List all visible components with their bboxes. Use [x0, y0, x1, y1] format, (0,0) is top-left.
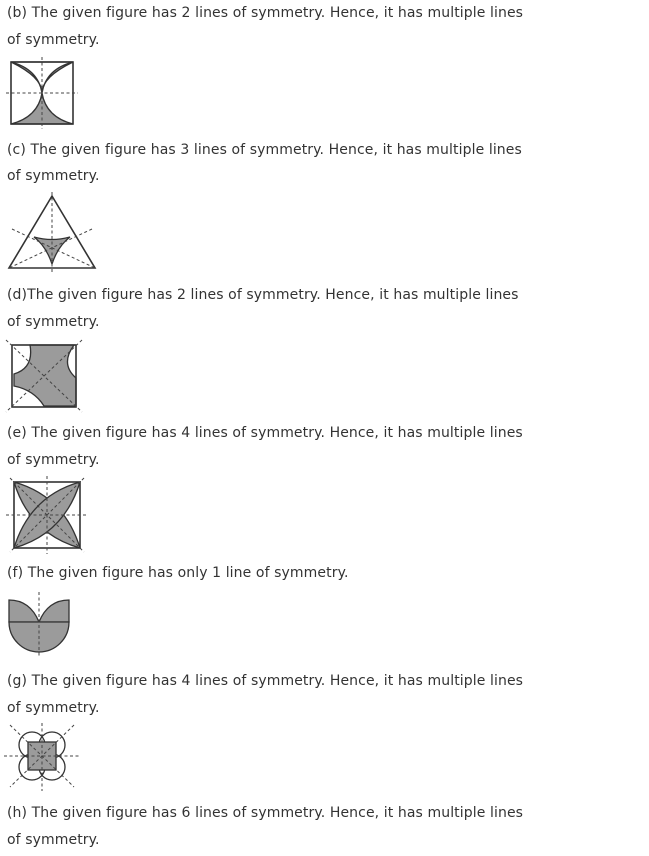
tulip-figure — [6, 592, 72, 656]
item-d-text-line1: (d)The given figure has 2 lines of symmetry. Hence, it has multiple lines — [7, 287, 519, 303]
square-four-petal-figure — [4, 476, 90, 554]
double-arc-square-figure — [6, 57, 78, 129]
square-diagonal-lens-figure — [4, 338, 84, 412]
item-b-text-line2: of symmetry. — [7, 32, 100, 48]
item-c-text-line2: of symmetry. — [7, 168, 100, 184]
item-c-text-line1: (c) The given figure has 3 lines of symmetry. Hence, it has multiple lines — [7, 142, 522, 158]
item-g-text-line1: (g) The given figure has 4 lines of symmetry. Hence, it has multiple lines — [7, 673, 524, 689]
square-four-circles-figure — [4, 723, 80, 791]
triangle-star-figure — [4, 192, 100, 272]
item-b-text-line1: (b) The given figure has 2 lines of symmetry. Hence, it has multiple lines — [7, 5, 524, 21]
item-e-text-line2: of symmetry. — [7, 452, 100, 468]
item-h-text-line2: of symmetry. — [7, 832, 100, 848]
item-d-text-line2: of symmetry. — [7, 314, 100, 330]
item-h-text-line1: (h) The given figure has 6 lines of symmetry. Hence, it has multiple lines — [7, 805, 524, 821]
item-g-text-line2: of symmetry. — [7, 700, 100, 716]
item-f-text-line1: (f) The given figure has only 1 line of symmetry. — [7, 565, 349, 581]
item-e-text-line1: (e) The given figure has 4 lines of symmetry. Hence, it has multiple lines — [7, 425, 523, 441]
